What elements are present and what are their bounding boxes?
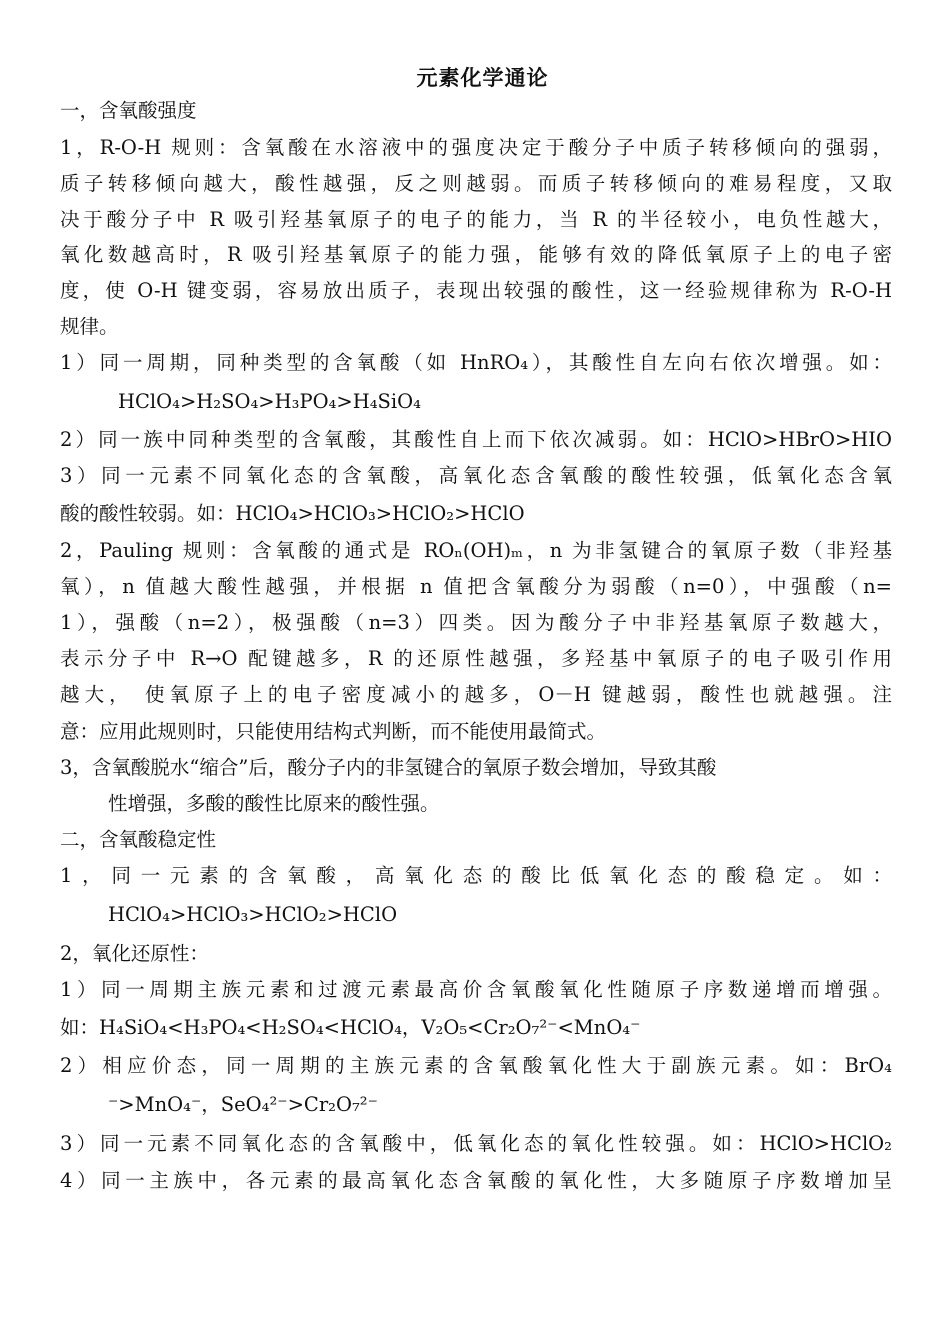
paragraph-line: 2，Pauling 规则：含氧酸的通式是 ROₙ(OH)ₘ，n 为非氢键合的氧原子数（非羟基 (60, 539, 892, 562)
page-title: 元素化学通论 (416, 65, 549, 90)
paragraph-line: 规律。 (60, 315, 119, 338)
list-item: 3）同一元素不同氧化态的含氧酸中，低氧化态的氧化性较强。如：HClO>HClO₂ (60, 1132, 892, 1155)
paragraph-line: 2，氧化还原性： (60, 942, 209, 965)
paragraph-line: 氧），n 值越大酸性越强，并根据 n 值把含氧酸分为弱酸（n=0），中强酸（n= (60, 575, 892, 598)
paragraph-line: 1，同一元素的含氧酸，高氧化态的酸比低氧化态的酸稳定。如： (60, 864, 892, 887)
formula-line: 如：H₄SiO₄<H₃PO₄<H₂SO₄<HClO₄，V₂O₅<Cr₂O₇²⁻<MnO₄⁻ (60, 1016, 641, 1039)
paragraph-line: 度，使 O-H 键变弱，容易放出质子，表现出较强的酸性，这一经验规律称为 R-O-H (60, 279, 892, 302)
paragraph-line: 氧化数越高时，R 吸引羟基氧原子的能力强，能够有效的降低氧原子上的电子密 (60, 243, 892, 266)
formula-line: ⁻>MnO₄⁻，SeO₄²⁻>Cr₂O₇²⁻ (108, 1093, 378, 1116)
formula-line: HClO₄>HClO₃>HClO₂>HClO (108, 903, 398, 926)
paragraph-line: 1，R-O-H 规则：含氧酸在水溶液中的强度决定于酸分子中质子转移倾向的强弱， (60, 136, 892, 159)
paragraph-line: 越大， 使氧原子上的电子密度减小的越多，O－H 键越弱，酸性也就越强。注 (60, 683, 892, 706)
list-item: 2）相应价态，同一周期的主族元素的含氧酸氧化性大于副族元素。如：BrO₄ (60, 1054, 892, 1077)
paragraph-line: 意：应用此规则时，只能使用结构式判断，而不能使用最简式。 (60, 720, 607, 743)
list-item: 2）同一族中同种类型的含氧酸，其酸性自上而下依次减弱。如：HClO>HBrO>HIO (60, 428, 892, 451)
list-item: 3）同一元素不同氧化态的含氧酸，高氧化态含氧酸的酸性较强，低氧化态含氧 (60, 464, 892, 487)
list-item: 1）同一周期主族元素和过渡元素最高价含氧酸氧化性随原子序数递增而增强。 (60, 978, 892, 1001)
list-item: 4）同一主族中，各元素的最高氧化态含氧酸的氧化性，大多随原子序数增加呈 (60, 1169, 892, 1192)
paragraph-line: 决于酸分子中 R 吸引羟基氧原子的电子的能力，当 R 的半径较小，电负性越大， (60, 208, 892, 231)
paragraph-line: 性增强，多酸的酸性比原来的酸性强。 (108, 792, 440, 815)
paragraph-line: 酸的酸性较弱。如：HClO₄>HClO₃>HClO₂>HClO (60, 502, 525, 525)
section-heading: 一，含氧酸强度 (60, 99, 197, 122)
list-item: 1）同一周期，同种类型的含氧酸（如 HnRO₄），其酸性自左向右依次增强。如： (60, 351, 892, 374)
section-heading: 二，含氧酸稳定性 (60, 828, 217, 851)
paragraph-line: 质子转移倾向越大，酸性越强，反之则越弱。而质子转移倾向的难易程度，又取 (60, 172, 892, 195)
paragraph-line: 3，含氧酸脱水“缩合”后，酸分子内的非氢键合的氧原子数会增加，导致其酸 (60, 756, 717, 779)
paragraph-line: 1），强酸（n=2），极强酸（n=3）四类。因为酸分子中非羟基氧原子数越大， (60, 611, 892, 634)
paragraph-line: 表示分子中 R→O 配键越多，R 的还原性越强，多羟基中氧原子的电子吸引作用 (60, 647, 892, 670)
formula-line: HClO₄>H₂SO₄>H₃PO₄>H₄SiO₄ (118, 390, 421, 413)
